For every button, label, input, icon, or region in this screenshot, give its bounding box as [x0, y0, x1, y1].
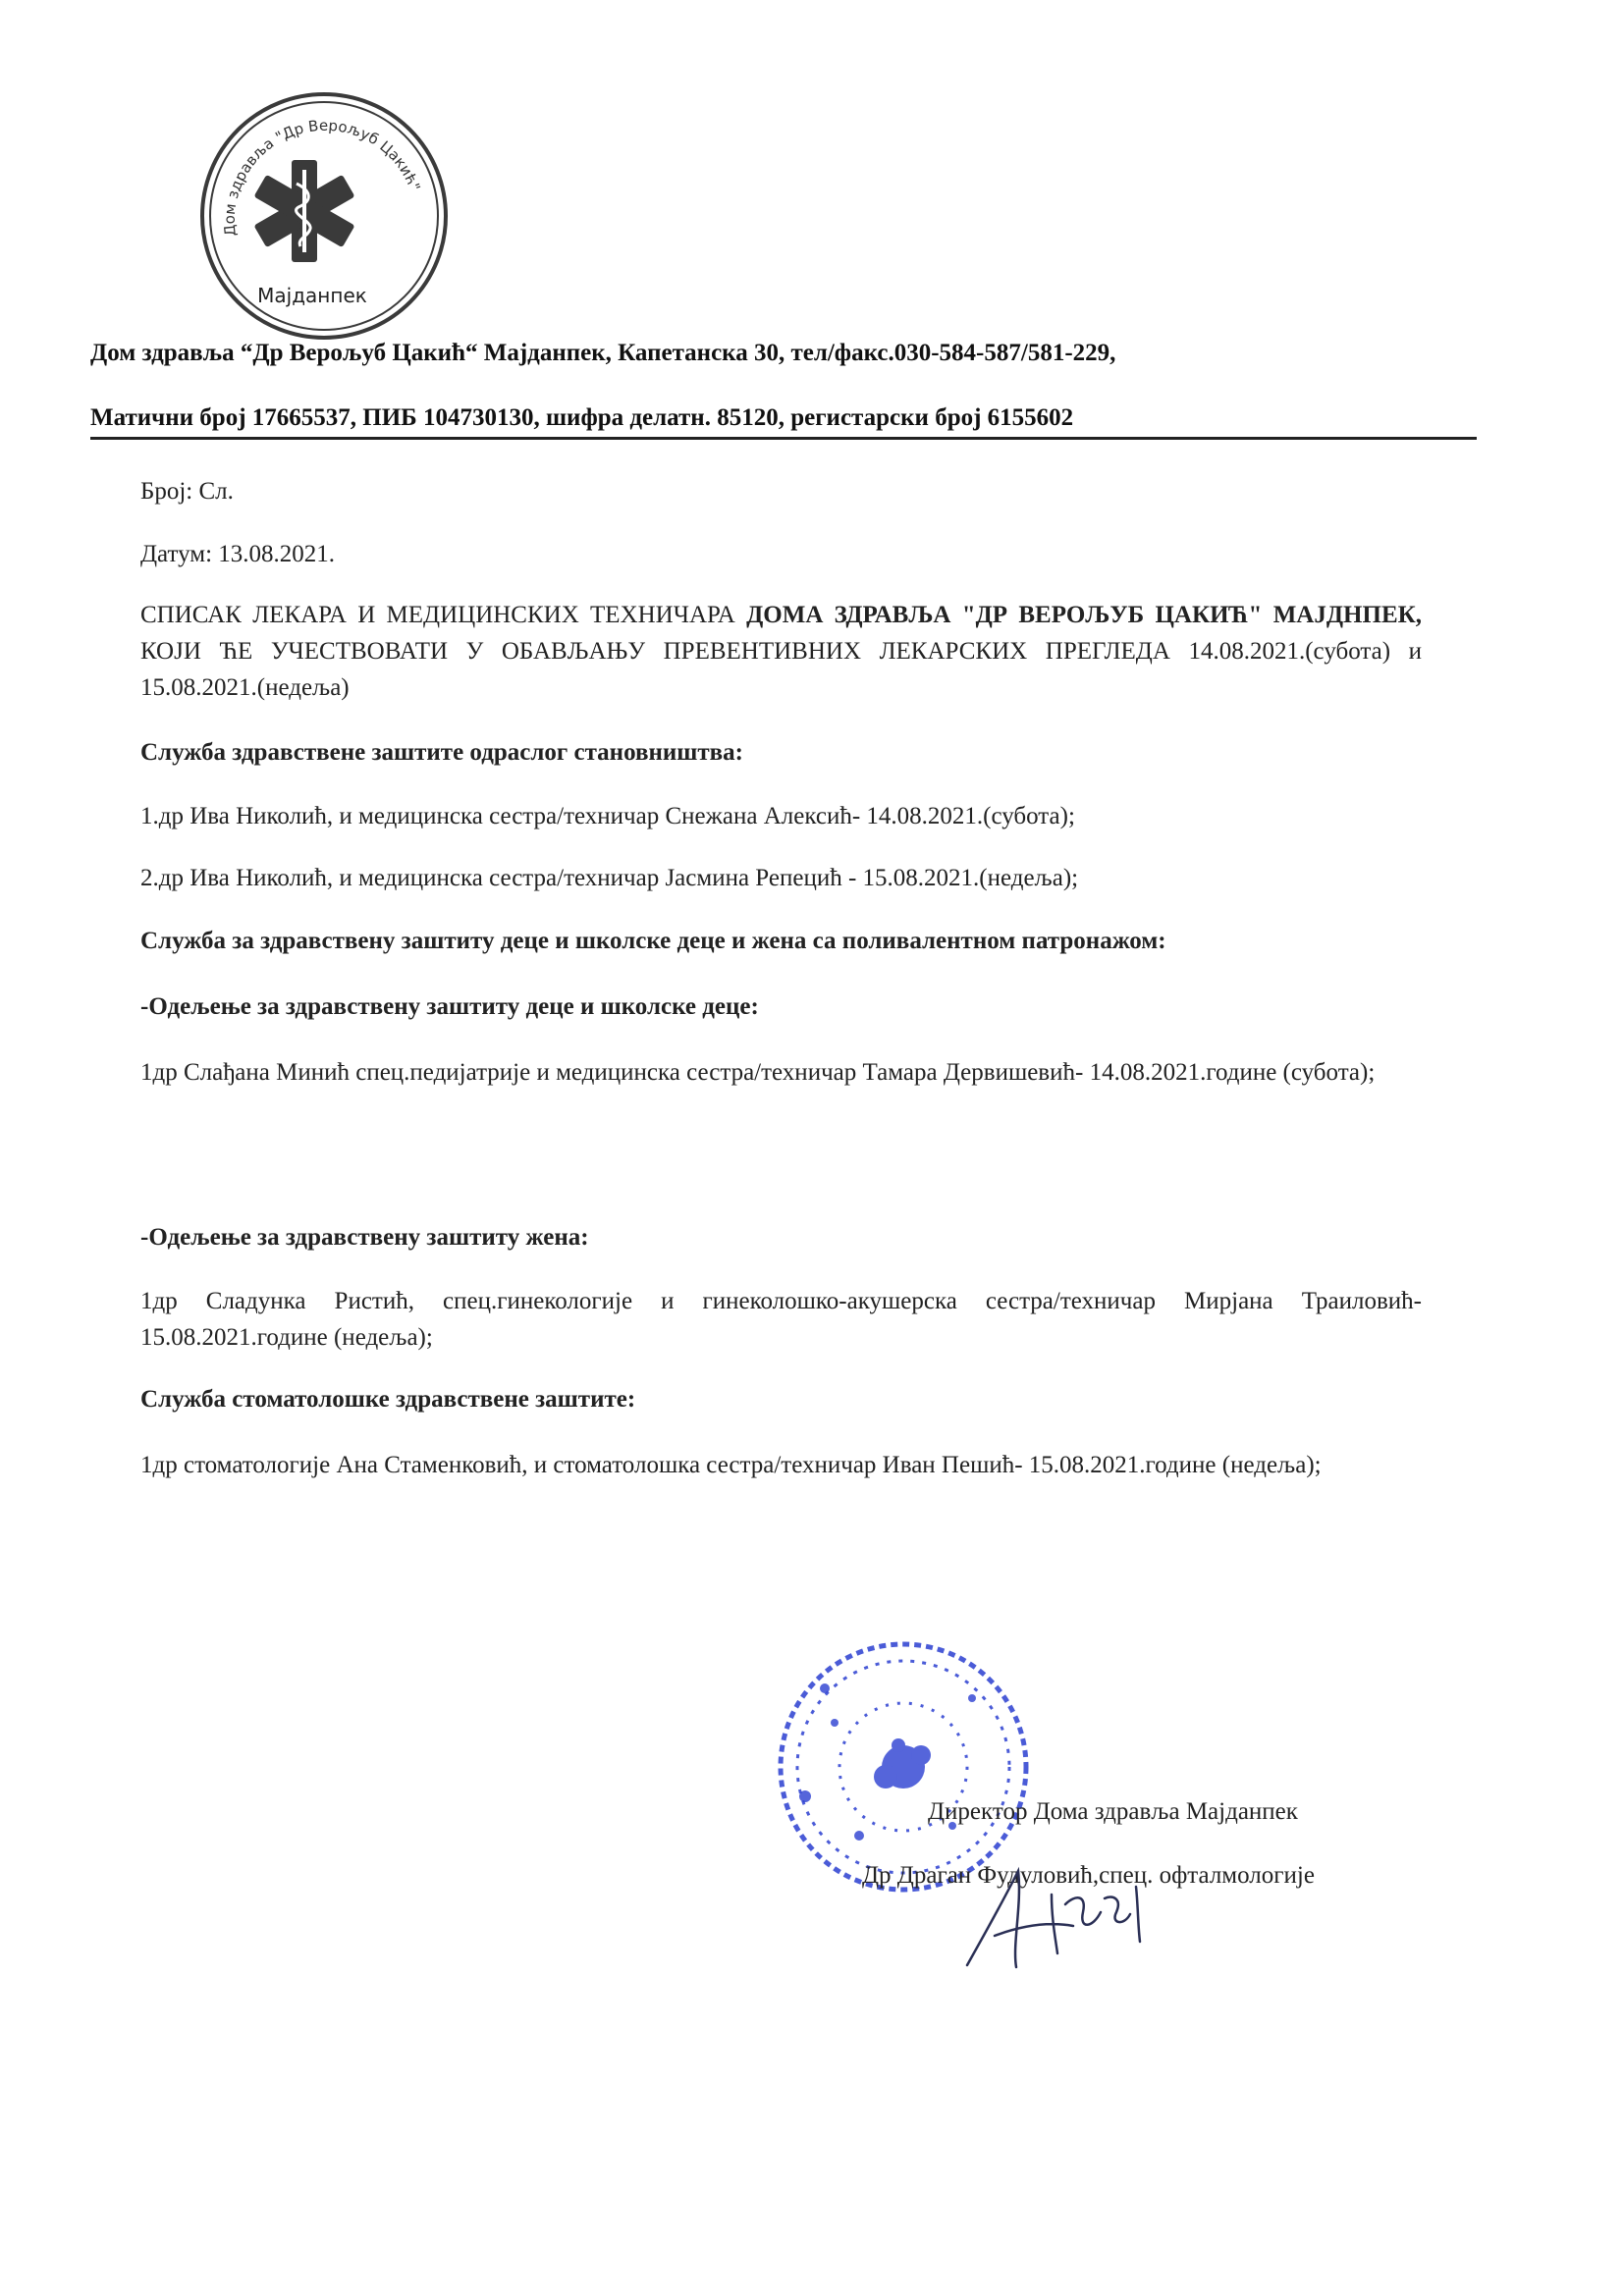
subsection-heading-children: -Одељење за здравствену заштиту деце и школске деце:: [140, 993, 759, 1020]
subsection-heading-women: -Одељење за здравствену заштиту жена:: [140, 1224, 589, 1251]
list-item: 2.др Ива Николић, и медицинска сестра/техничар Јасмина Репецић - 15.08.2021.(недеља);: [140, 865, 1079, 891]
title-part1: СПИСАК ЛЕКАРА И МЕДИЦИНСКИХ ТЕХНИЧАРА: [140, 602, 747, 628]
star-of-life-icon: [253, 160, 354, 262]
title-part2: КОЈИ ЋЕ УЧЕСТВОВАТИ У ОБАВЉАЊУ ПРЕВЕНТИВНИХ ЛЕКАРСКИХ ПРЕГЛЕДА 14.08.2021.(субота) и 15.08.2021.(недеља): [140, 638, 1422, 701]
institution-logo: [196, 88, 452, 344]
title-institution: ДОМА ЗДРАВЉА "ДР ВЕРОЉУБ ЦАКИЋ" МАЈДНПЕК,: [746, 602, 1422, 628]
document-title: [140, 597, 1422, 706]
list-item: 1др Сладунка Ристић, спец.гинекологије и гинеколошко-акушерска сестра/техничар Мирјана Траиловић- 15.08.2021.године (недеља);: [140, 1288, 1422, 1351]
signatory-name: Др Драган Фудуловић,спец. офталмологије: [862, 1862, 1315, 1889]
header-registration-line: Матични број 17665537, ПИБ 104730130, шифра делатн. 85120, регистарски број 6155602: [90, 404, 1074, 431]
logo-town-label: Мајданпек: [257, 284, 367, 307]
document-date: Датум: 13.08.2021.: [140, 541, 336, 567]
signatory-role: Директор Дома здравља Мајданпек: [928, 1798, 1298, 1825]
section-heading-adult-care: Служба здравствене заштите одраслог становништва:: [140, 739, 743, 766]
list-item: 1др Слађана Минић спец.педијатрије и медицинска сестра/техничар Тамара Дервишевић- 14.08.2021.године (субота);: [140, 1059, 1376, 1086]
handwritten-signature: [957, 1865, 1193, 1973]
document-number: Број: Сл.: [140, 478, 234, 505]
section-heading-children-women: Служба за здравствену заштиту деце и школске деце и жена са поливалентном патронажом:: [140, 928, 1166, 954]
list-item: 1.др Ива Николић, и медицинска сестра/техничар Снежана Алексић- 14.08.2021.(субота);: [140, 803, 1075, 829]
section-heading-dental: Служба стоматолошке здравствене заштите:: [140, 1386, 636, 1413]
list-item: 1др стоматологије Ана Стаменковић, и стоматолошка сестра/техничар Иван Пешић- 15.08.2021.године (недеља);: [140, 1452, 1322, 1478]
logo-ring-text: Дом здравља "Др Верољуб Цакић": [220, 116, 424, 238]
header-divider: [90, 437, 1477, 440]
header-address-line: Дом здравља “Др Верољуб Цакић“ Мајданпек, Капетанска 30, тел/факс.030-584-587/581-229,: [90, 340, 1116, 366]
